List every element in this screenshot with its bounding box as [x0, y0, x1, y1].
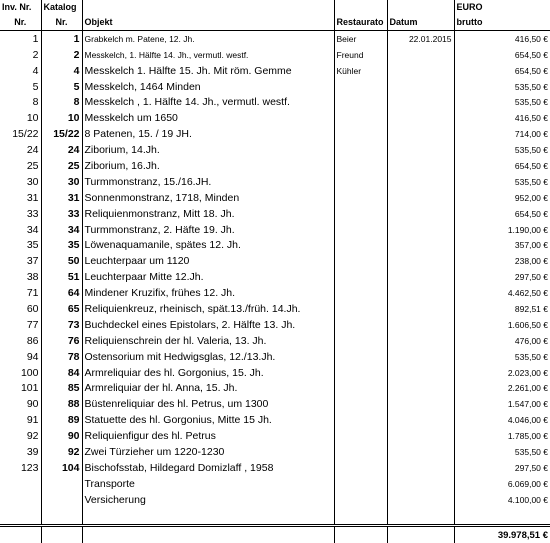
cell-inv-nr[interactable]: 24	[0, 142, 41, 158]
cell-restaurator[interactable]	[334, 79, 387, 95]
table-row	[0, 63, 550, 79]
cell-restaurator[interactable]	[334, 269, 387, 285]
cell-objekt[interactable]: Transporte	[82, 476, 334, 492]
cell-objekt[interactable]: Bischofsstab, Hildegard Domizlaff , 1958	[82, 460, 334, 476]
cell-katalog-nr[interactable]: 10	[41, 110, 82, 126]
table-row	[0, 444, 550, 460]
cell-inv-nr[interactable]: 25	[0, 158, 41, 174]
cell-objekt[interactable]: Messkelch, 1464 Minden	[82, 79, 334, 95]
cell-objekt[interactable]: Buchdeckel eines Epistolars, 2. Hälfte 13. Jh.	[82, 317, 334, 333]
cell-restaurator[interactable]	[334, 444, 387, 460]
cell-betrag[interactable]: 297,50 €	[514, 462, 548, 473]
cell-inv-nr[interactable]: 2	[0, 47, 41, 63]
cell-objekt[interactable]: Ostensorium mit Hedwigsglas, 12./13.Jh.	[82, 349, 334, 365]
header-inv-nr: Nr.	[0, 15, 41, 31]
table-row	[0, 79, 550, 95]
cell-objekt[interactable]: Reliquienmonstranz, Mitt 18. Jh.	[82, 206, 334, 222]
cell-objekt[interactable]: Versicherung	[82, 492, 334, 508]
cell-katalog-nr[interactable]	[41, 492, 82, 508]
cell-katalog-nr[interactable]	[41, 476, 82, 492]
cell-datum[interactable]	[387, 253, 454, 269]
cell-restaurator[interactable]	[334, 476, 387, 492]
table-row	[0, 492, 550, 508]
cell-objekt[interactable]: Sonnenmonstranz, 1718, Minden	[82, 190, 334, 206]
cell-restaurator[interactable]: Kühler	[334, 63, 387, 79]
cell-restaurator[interactable]	[334, 126, 387, 142]
cell-inv-nr[interactable]: 71	[0, 285, 41, 301]
cell-betrag[interactable]: 476,00 €	[514, 335, 548, 346]
table-row	[0, 110, 550, 126]
cell-inv-nr[interactable]: 31	[0, 190, 41, 206]
cell-restaurator[interactable]	[334, 333, 387, 349]
cell-objekt[interactable]: Leuchterpaar um 1120	[82, 253, 334, 269]
cell-datum[interactable]	[387, 317, 454, 333]
cell-restaurator[interactable]	[334, 253, 387, 269]
header-row-1	[0, 0, 550, 15]
table-row	[0, 158, 550, 174]
table-row	[0, 317, 550, 333]
cell-inv-nr[interactable]: 1	[0, 31, 41, 47]
cell-katalog-nr[interactable]: 24	[41, 142, 82, 158]
total-betrag[interactable]: 39.978,51 €	[497, 529, 548, 541]
cell-inv-nr[interactable]: 90	[0, 396, 41, 412]
cell-betrag[interactable]: 892,51 €	[514, 304, 548, 315]
cell-betrag[interactable]: 714,00 €	[514, 129, 548, 140]
cell-objekt[interactable]: Armreliquiar der hl. Anna, 15. Jh.	[82, 381, 334, 397]
table-row	[0, 428, 550, 444]
header-euro: EURO	[456, 2, 483, 12]
cell-inv-nr[interactable]: 101	[0, 381, 41, 397]
cell-datum[interactable]	[387, 492, 454, 508]
cell-betrag[interactable]: 297,50 €	[514, 272, 548, 283]
cell-katalog-nr[interactable]: 64	[41, 285, 82, 301]
cell-restaurator[interactable]	[334, 238, 387, 254]
cell-inv-nr[interactable]: 100	[0, 365, 41, 381]
cell-betrag[interactable]: 535,50 €	[514, 97, 548, 108]
header-restaurator: Restaurato	[334, 15, 387, 31]
cell-objekt[interactable]: Reliquienfigur des hl. Petrus	[82, 428, 334, 444]
cell-inv-nr[interactable]: 8	[0, 95, 41, 111]
cell-datum[interactable]	[387, 381, 454, 397]
cell-katalog-nr[interactable]: 89	[41, 412, 82, 428]
cell-katalog-nr[interactable]: 65	[41, 301, 82, 317]
cell-datum[interactable]	[387, 63, 454, 79]
cell-datum[interactable]	[387, 222, 454, 238]
table-row	[0, 190, 550, 206]
cell-katalog-nr[interactable]: 30	[41, 174, 82, 190]
cell-katalog-nr[interactable]: 88	[41, 396, 82, 412]
cell-restaurator[interactable]	[334, 95, 387, 111]
table-row	[0, 381, 550, 397]
cell-inv-nr[interactable]: 91	[0, 412, 41, 428]
cell-inv-nr[interactable]: 35	[0, 238, 41, 254]
header-objekt: Objekt	[82, 15, 334, 31]
table-row	[0, 460, 550, 476]
cell-betrag[interactable]: 1.547,00 €	[507, 399, 548, 410]
total-row	[0, 525, 550, 542]
cell-inv-nr[interactable]: 39	[0, 444, 41, 460]
cell-restaurator[interactable]	[334, 142, 387, 158]
cell-datum[interactable]	[387, 47, 454, 63]
cell-inv-nr[interactable]: 30	[0, 174, 41, 190]
cell-inv-nr[interactable]	[0, 476, 41, 492]
cell-restaurator[interactable]	[334, 317, 387, 333]
cell-betrag[interactable]: 654,50 €	[514, 208, 548, 219]
cell-betrag[interactable]: 535,50 €	[514, 176, 548, 187]
cell-betrag[interactable]: 654,50 €	[514, 65, 548, 76]
table-row	[0, 142, 550, 158]
cell-datum[interactable]	[387, 349, 454, 365]
cell-datum[interactable]	[387, 428, 454, 444]
cell-katalog-nr[interactable]: 90	[41, 428, 82, 444]
cell-betrag[interactable]: 4.462,50 €	[507, 288, 548, 299]
cell-inv-nr[interactable]: 33	[0, 206, 41, 222]
cell-objekt[interactable]: Mindener Kruzifix, frühes 12. Jh.	[82, 285, 334, 301]
header-datum: Datum	[387, 15, 454, 31]
cell-objekt[interactable]: Statuette des hl. Gorgonius, Mitte 15 Jh.	[82, 412, 334, 428]
cell-inv-nr[interactable]: 92	[0, 428, 41, 444]
cell-betrag[interactable]: 1.190,00 €	[507, 224, 548, 235]
cell-katalog-nr[interactable]: 50	[41, 253, 82, 269]
table-row	[0, 365, 550, 381]
cell-datum[interactable]: 22.01.2015	[387, 31, 454, 47]
cell-inv-nr[interactable]: 86	[0, 333, 41, 349]
cell-restaurator[interactable]	[334, 365, 387, 381]
cell-objekt[interactable]: Messkelch , 1. Hälfte 14. Jh., vermutl. westf.	[82, 95, 334, 111]
cell-restaurator[interactable]	[334, 396, 387, 412]
cell-inv-nr[interactable]: 38	[0, 269, 41, 285]
cell-datum[interactable]	[387, 285, 454, 301]
cell-datum[interactable]	[387, 126, 454, 142]
cell-datum[interactable]	[387, 444, 454, 460]
cell-restaurator[interactable]	[334, 428, 387, 444]
table-row	[0, 285, 550, 301]
cell-betrag[interactable]: 238,00 €	[514, 256, 548, 267]
cell-restaurator[interactable]	[334, 460, 387, 476]
cell-objekt[interactable]: Messkelch 1. Hälfte 15. Jh. Mit röm. Gemme	[82, 63, 334, 79]
cell-datum[interactable]	[387, 190, 454, 206]
cell-katalog-nr[interactable]: 33	[41, 206, 82, 222]
cell-datum[interactable]	[387, 174, 454, 190]
table-row	[0, 206, 550, 222]
cell-datum[interactable]	[387, 238, 454, 254]
table-row	[0, 349, 550, 365]
cell-datum[interactable]	[387, 476, 454, 492]
table-row	[0, 396, 550, 412]
table-row	[0, 238, 550, 254]
cell-betrag[interactable]: 4.100,00 €	[507, 494, 548, 505]
cell-restaurator[interactable]	[334, 285, 387, 301]
table-row	[0, 412, 550, 428]
cell-betrag[interactable]: 654,50 €	[514, 49, 548, 60]
cell-objekt[interactable]: Ziborium, 14.Jh.	[82, 142, 334, 158]
cell-restaurator[interactable]	[334, 492, 387, 508]
cell-objekt[interactable]: Armreliquiar des hl. Gorgonius, 15. Jh.	[82, 365, 334, 381]
cell-katalog-nr[interactable]: 78	[41, 349, 82, 365]
cell-inv-nr[interactable]: 60	[0, 301, 41, 317]
cell-katalog-nr[interactable]: 104	[41, 460, 82, 476]
header-inv: Inv. Nr.	[0, 0, 41, 15]
cell-katalog-nr[interactable]: 34	[41, 222, 82, 238]
cell-katalog-nr[interactable]: 1	[41, 31, 82, 47]
cell-restaurator[interactable]	[334, 381, 387, 397]
cell-objekt[interactable]: Büstenreliquiar des hl. Petrus, um 1300	[82, 396, 334, 412]
cell-objekt[interactable]: Leuchterpaar Mitte 12.Jh.	[82, 269, 334, 285]
cell-katalog-nr[interactable]: 31	[41, 190, 82, 206]
cell-inv-nr[interactable]: 4	[0, 63, 41, 79]
table-row	[0, 31, 550, 47]
cell-inv-nr[interactable]: 37	[0, 253, 41, 269]
table-row	[0, 269, 550, 285]
cell-restaurator[interactable]	[334, 349, 387, 365]
table-row	[0, 476, 550, 492]
cell-datum[interactable]	[387, 301, 454, 317]
cell-objekt[interactable]: Messkelch, 1. Hälfte 14. Jh., vermutl. westf.	[82, 47, 334, 63]
cell-restaurator[interactable]: Beier	[334, 31, 387, 47]
cell-betrag[interactable]: 535,50 €	[514, 145, 548, 156]
cell-katalog-nr[interactable]: 84	[41, 365, 82, 381]
cell-datum[interactable]	[387, 206, 454, 222]
cell-restaurator[interactable]	[334, 190, 387, 206]
cell-katalog-nr[interactable]: 2	[41, 47, 82, 63]
table-row	[0, 126, 550, 142]
cell-inv-nr[interactable]: 15/22	[0, 126, 41, 142]
cell-betrag[interactable]: 416,50 €	[514, 33, 548, 44]
cell-katalog-nr[interactable]: 8	[41, 95, 82, 111]
cell-betrag[interactable]: 535,50 €	[514, 81, 548, 92]
cell-objekt[interactable]: Löwenaquamanile, spätes 12. Jh.	[82, 238, 334, 254]
cell-katalog-nr[interactable]: 15/22	[41, 126, 82, 142]
cell-katalog-nr[interactable]: 25	[41, 158, 82, 174]
cell-betrag[interactable]: 2.023,00 €	[507, 367, 548, 378]
cell-objekt[interactable]: Turmmonstranz, 15./16.JH.	[82, 174, 334, 190]
header-katalog-nr: Nr.	[41, 15, 82, 31]
cell-datum[interactable]	[387, 79, 454, 95]
cell-objekt[interactable]: Messkelch um 1650	[82, 110, 334, 126]
cell-datum[interactable]	[387, 396, 454, 412]
cell-restaurator[interactable]	[334, 174, 387, 190]
cell-inv-nr[interactable]: 123	[0, 460, 41, 476]
cell-datum[interactable]	[387, 158, 454, 174]
cell-datum[interactable]	[387, 95, 454, 111]
header-katalog: Katalog	[41, 0, 82, 15]
cell-katalog-nr[interactable]: 4	[41, 63, 82, 79]
cell-restaurator[interactable]	[334, 222, 387, 238]
cell-betrag[interactable]: 6.069,00 €	[507, 478, 548, 489]
cell-restaurator[interactable]	[334, 412, 387, 428]
cell-betrag[interactable]: 535,50 €	[514, 447, 548, 458]
cell-betrag[interactable]: 952,00 €	[514, 192, 548, 203]
cell-katalog-nr[interactable]: 35	[41, 238, 82, 254]
cell-inv-nr[interactable]: 10	[0, 110, 41, 126]
cell-datum[interactable]	[387, 460, 454, 476]
cell-katalog-nr[interactable]: 85	[41, 381, 82, 397]
cell-datum[interactable]	[387, 269, 454, 285]
cell-betrag[interactable]: 535,50 €	[514, 351, 548, 362]
cell-katalog-nr[interactable]: 92	[41, 444, 82, 460]
cell-betrag[interactable]: 4.046,00 €	[507, 415, 548, 426]
cell-objekt[interactable]: Reliquienschrein der hl. Valeria, 13. Jh.	[82, 333, 334, 349]
table-row	[0, 253, 550, 269]
header-brutto: brutto	[454, 15, 550, 31]
cell-restaurator[interactable]	[334, 206, 387, 222]
cell-restaurator[interactable]	[334, 158, 387, 174]
cell-katalog-nr[interactable]: 73	[41, 317, 82, 333]
cell-datum[interactable]	[387, 142, 454, 158]
cell-datum[interactable]	[387, 412, 454, 428]
cell-restaurator[interactable]: Freund	[334, 47, 387, 63]
header-row-2	[0, 15, 550, 31]
cell-restaurator[interactable]	[334, 301, 387, 317]
cell-betrag[interactable]: 357,00 €	[514, 240, 548, 251]
cell-betrag[interactable]: 416,50 €	[514, 113, 548, 124]
cell-datum[interactable]	[387, 333, 454, 349]
cell-objekt[interactable]: 8 Patenen, 15. / 19 JH.	[82, 126, 334, 142]
cell-inv-nr[interactable]: 34	[0, 222, 41, 238]
cell-objekt[interactable]: Turmmonstranz, 2. Häfte 19. Jh.	[82, 222, 334, 238]
cell-datum[interactable]	[387, 365, 454, 381]
cell-objekt[interactable]: Grabkelch m. Patene, 12. Jh.	[82, 31, 334, 47]
cell-betrag[interactable]: 654,50 €	[514, 161, 548, 172]
table-row	[0, 47, 550, 63]
table-row	[0, 301, 550, 317]
cell-restaurator[interactable]	[334, 110, 387, 126]
cell-katalog-nr[interactable]: 5	[41, 79, 82, 95]
cell-betrag[interactable]: 2.261,00 €	[507, 383, 548, 394]
cell-objekt[interactable]: Reliquienkreuz, rheinisch, spät.13./früh. 14.Jh.	[82, 301, 334, 317]
cell-inv-nr[interactable]: 77	[0, 317, 41, 333]
cell-katalog-nr[interactable]: 51	[41, 269, 82, 285]
cell-betrag[interactable]: 1.785,00 €	[507, 431, 548, 442]
cell-objekt[interactable]: Zwei Türzieher um 1220-1230	[82, 444, 334, 460]
cell-inv-nr[interactable]	[0, 492, 41, 508]
table-row	[0, 222, 550, 238]
cell-inv-nr[interactable]: 94	[0, 349, 41, 365]
table-row	[0, 174, 550, 190]
cell-objekt[interactable]: Ziborium, 16.Jh.	[82, 158, 334, 174]
table-row	[0, 333, 550, 349]
cell-datum[interactable]	[387, 110, 454, 126]
table-row	[0, 95, 550, 111]
cell-katalog-nr[interactable]: 76	[41, 333, 82, 349]
cell-inv-nr[interactable]: 5	[0, 79, 41, 95]
cell-betrag[interactable]: 1.606,50 €	[507, 319, 548, 330]
